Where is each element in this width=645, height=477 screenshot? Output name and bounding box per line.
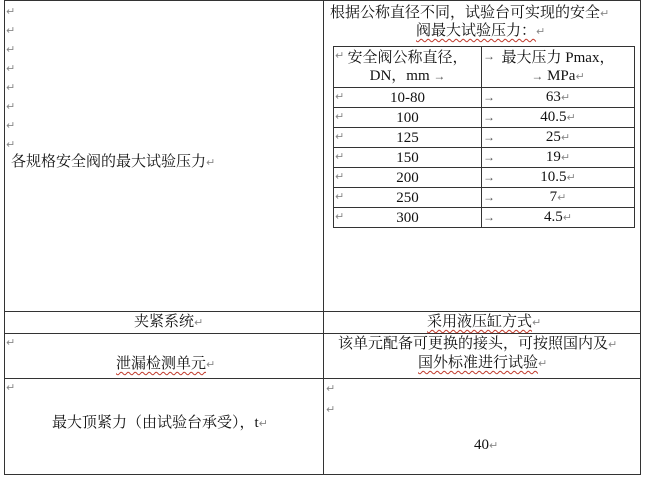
paragraph-mark: ↵ <box>532 316 542 329</box>
tab-mark: → <box>483 90 495 104</box>
table-row <box>334 108 635 128</box>
tab-mark: → <box>483 210 495 224</box>
dn-cell: ↵ 300 <box>334 208 482 228</box>
header-pmax-line-2: → MPa↵ <box>531 67 585 84</box>
paragraph-mark: ↵ <box>335 170 345 183</box>
value-text: 该单元配备可更换的接头，可按照国内及 <box>338 336 609 352</box>
header-dn <box>334 47 482 88</box>
header-pmax <box>482 47 635 88</box>
paragraph-mark: ↵ <box>489 439 499 452</box>
paragraph-mark: ↵ <box>560 91 571 104</box>
paragraph-mark: ↵ <box>560 131 571 144</box>
paragraph-mark: ↵ <box>335 210 345 223</box>
dn-cell: ↵ 125 <box>334 128 482 148</box>
tab-mark: → <box>483 110 495 124</box>
paragraph-mark: ↵ <box>335 190 345 203</box>
pmax-cell: → 7↵ <box>482 188 635 208</box>
row-label-clamping-system <box>134 313 203 332</box>
paragraph-mark: ↵ <box>536 25 546 38</box>
paragraph-mark: ↵ <box>6 62 16 75</box>
table-row <box>334 208 635 228</box>
paragraph-mark: ↵ <box>600 7 610 20</box>
paragraph-mark: ↵ <box>326 382 336 395</box>
paragraph-mark: ↵ <box>6 5 16 18</box>
dn-cell: ↵ 10-80 <box>334 88 482 108</box>
dn-cell: ↵ 100 <box>334 108 482 128</box>
dn-cell: ↵ 200 <box>334 168 482 188</box>
paragraph-mark: ↵ <box>560 151 571 164</box>
table-row <box>334 188 635 208</box>
paragraph-mark: ↵ <box>6 336 16 349</box>
paragraph-mark: ↵ <box>326 403 336 416</box>
value-text: 采用液压缸方式 <box>427 314 533 330</box>
label-text: 各规格安全阀的最大试验压力 <box>11 154 207 170</box>
paragraph-mark: ↵ <box>206 156 216 169</box>
pmax-cell: → 10.5↵ <box>482 168 635 188</box>
row-value-leak-detection-line-2 <box>418 354 547 373</box>
pmax-cell: → 25↵ <box>482 128 635 148</box>
pmax-cell: → 63↵ <box>482 88 635 108</box>
paragraph-mark: ↵ <box>575 69 585 83</box>
row-value-clamping-system <box>427 313 541 332</box>
paragraph-mark: ↵ <box>557 191 567 204</box>
row-value-leak-detection-line-1 <box>338 335 617 354</box>
pmax-cell: → 40.5↵ <box>482 108 635 128</box>
value-text: 国外标准进行试验 <box>418 355 539 371</box>
value-heading-line-2 <box>416 22 545 41</box>
paragraph-mark: ↵ <box>6 381 16 394</box>
value-text: 40 <box>474 437 489 453</box>
tab-mark: → <box>483 150 495 164</box>
label-text: 最大顶紧力（由试验台承受），t <box>52 415 259 431</box>
heading-text: 根据公称直径不同，试验台可实现的安全 <box>330 5 601 21</box>
heading-text: 阀最大试验压力： <box>416 23 537 39</box>
table-row <box>334 88 635 108</box>
paragraph-mark: ↵ <box>335 130 345 143</box>
paragraph-mark: ↵ <box>6 43 16 56</box>
paragraph-mark: ↵ <box>6 138 16 151</box>
paragraph-mark: ↵ <box>608 338 618 351</box>
paragraph-mark: ↵ <box>6 24 16 37</box>
paragraph-mark: ↵ <box>335 150 345 163</box>
tab-mark: → <box>433 69 446 83</box>
tab-mark: → <box>483 190 495 204</box>
dn-cell: ↵ 250 <box>334 188 482 208</box>
paragraph-mark: ↵ <box>194 316 204 329</box>
paragraph-mark: ↵ <box>538 357 548 370</box>
paragraph-mark: ↵ <box>335 90 345 103</box>
pmax-cell: → 19↵ <box>482 148 635 168</box>
header-dn-line-1: 安全阀公称直径， <box>347 50 468 66</box>
value-heading-line-1 <box>330 4 609 23</box>
pressure-table-header <box>334 47 635 88</box>
tab-mark: → <box>483 130 495 144</box>
table-border-left <box>4 0 5 475</box>
paragraph-mark: ↵ <box>6 81 16 94</box>
label-text: 夹紧系统 <box>134 314 195 330</box>
label-text: 泄漏检测单元 <box>116 356 207 372</box>
header-dn-line-2: DN，mm → <box>369 68 446 84</box>
table-row <box>334 168 635 188</box>
paragraph-mark: ↵ <box>335 49 345 62</box>
paragraph-mark: ↵ <box>566 111 576 124</box>
table-row <box>334 128 635 148</box>
paragraph-mark: ↵ <box>6 100 16 113</box>
paragraph-mark: ↵ <box>6 119 16 132</box>
tab-mark: → <box>483 170 495 184</box>
tab-mark: → <box>531 68 544 83</box>
header-pmax-line-1: 最大压力 Pmax， <box>501 49 615 66</box>
dn-cell: ↵ 150 <box>334 148 482 168</box>
column-divider <box>323 0 324 475</box>
row-label-max-test-pressure <box>11 153 215 172</box>
table-row <box>334 148 635 168</box>
paragraph-mark: ↵ <box>258 417 268 430</box>
row-label-max-clamping-force <box>52 414 268 433</box>
tab-mark: → <box>483 49 495 63</box>
row-label-leak-detection <box>116 355 215 374</box>
row-value-max-clamping-force <box>474 436 498 455</box>
pmax-cell: → 4.5↵ <box>482 208 635 228</box>
paragraph-mark: ↵ <box>206 358 216 371</box>
paragraph-mark: ↵ <box>335 110 345 123</box>
paragraph-mark: ↵ <box>566 171 576 184</box>
table-border-right <box>640 0 641 475</box>
paragraph-mark: ↵ <box>562 211 572 224</box>
pressure-table <box>333 46 635 228</box>
